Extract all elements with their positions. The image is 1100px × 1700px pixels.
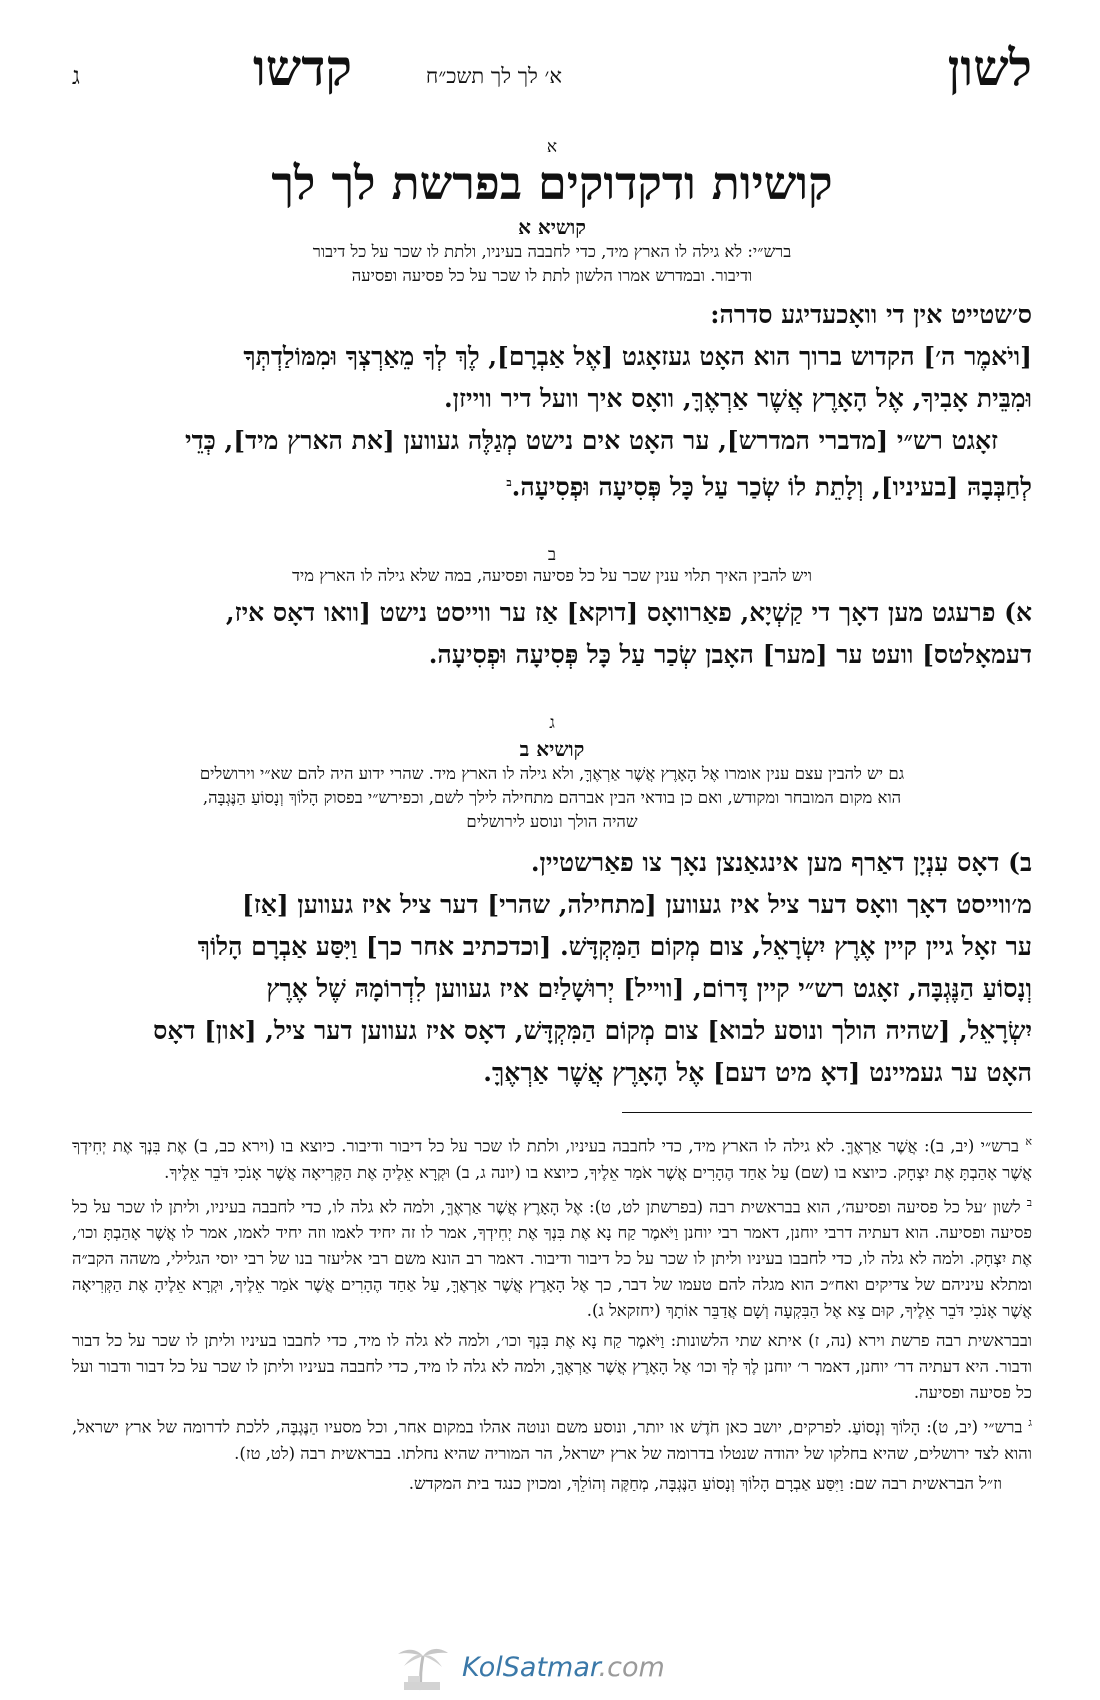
text-line [72,462,1032,508]
source-line: הוא מקום המובחר ומקודש, ואם כן בודאי הבין אברהם מתחילה לילך לשם, וכפירש״י בפסוק הָלוֹךְ וְנָסוֹעַ הַנֶּגְבָּה, [202,788,902,808]
text-line: ב) דאָס עִנְיָן דאַרף מען אינגאַנצן נאָך צו פאַרשטיין. [530,848,1032,878]
page-title: קושיות ודקדוקים בפרשת לך לך [271,156,833,210]
footnote-text: ברש״י (יב, ט): הָלוֹךְ וְנָסוֹעַ. לפרקים, יושב כאן חֹדֶשׁ או יותר, ונוסע משם ונוטה אהלו במקום אחר, וכל מסעיו הַנֶּגְבָּה, ללכת לדרומה של ארץ ישראל, והוא לצד ירושלים, שהיא בחלקו של יהודה שנטלו בדרומה של ארץ ישראל, הר המוריה שהיא נחלתו. בבראשית רבה (לט, טז). [72,1417,1032,1463]
question-1-heading: קושיא א [518,215,586,239]
watermark-tld: .com [598,1652,665,1683]
footnote-divider [622,1112,1032,1113]
text-line: יִשְׂרָאֵל, [שהיה הולך ונוסע לבוא] צום מְקוֹם הַמִּקְדָּשׁ, דאָס איז געווען דער ציל, [און] דאָס [153,1016,1032,1046]
footnote [72,1129,1032,1186]
section-letter-b: ב [547,545,557,566]
footnote [72,1328,1032,1406]
section-letter-c: ג [549,713,555,734]
watermark-name: KolSatmar [462,1652,599,1683]
text-span: לְחַבְּבָהּ [בעיניו], וְלָתֵת לוֹ שְׂכַר עַל כָּל פְּסִיעָה וּפְסִיעָה. [511,472,1032,502]
body-paragraph [72,842,1032,1094]
source-line: גם יש להבין עצם ענין אומרו אֶל הָאָרֶץ אֲשֶׁר אַרְאֶךָּ, ולא גילה לו הארץ מיד. שהרי ידוע היה להם שא״י וירושלים [199,764,905,784]
text-line: האָט ער געמיינט [דאָ מיט דעם] אֶל הָאָרֶץ אֲשֶׁר אַרְאֶךָּ. [483,1058,1032,1088]
footnote [72,1410,1032,1467]
footnote-ref: ב [506,476,512,489]
source-line: ודיבור. ובמדרש אמרו הלשון לתת לו שכר על כל פסיעה ופסיעה [351,266,753,285]
watermark [380,1642,730,1692]
content [72,138,1032,1501]
page-header [72,38,1032,108]
footnote-mark: ב [1026,1195,1033,1209]
text-line: וְנָסוֹעַ הַנֶּגְבָּה, זאָגט רש״י קיין דָּרוֹם, [ווייל] יְרוּשָׁלַיִם איז געווען לִדְרוֹמָהּ שֶׁל אֶרֶץ [266,974,1032,1004]
footnotes [72,1129,1032,1497]
source-line: ויש להבין האיך תלוי ענין שכר על כל פסיעה ופסיעה, במה שלא גילה לו הארץ מיד [291,566,813,586]
text-line: א) פרעגט מען דאָך די קַשְׁיָא, פאַרוואָס [דוקא] אַז ער ווייסט נישט [וואו דאָס איז, [225,598,1032,628]
text-line: זאָגט רש״י [מדברי המדרש], ער האָט אים נישט מְגַלֶּה געווען [את הארץ מיד], כְּדֵי [185,426,998,455]
text-line: וּמִבֵּית אָבִיךָ, אֶל הָאָרֶץ אֲשֶׁר אַרְאֶךָּ, וואָס איך וועל דיר ווייזן. [443,384,1032,413]
question-2-heading: קושיא ב [519,737,585,762]
text-line: ס׳שטייט אין די וואָכעדיגע סדרה: [710,300,1032,329]
source-line: שהיה הולך ונוסע לירושלים [466,812,638,832]
text-line: ער זאָל גיין קיין אֶרֶץ יִשְׂרָאֵל, צום מְקוֹם הַמִּקְדָּשׁ. [וכדכתיב אחר כך] וַיִּסַּע אַבְרָם הָלוֹךְ [197,932,1032,962]
footnote-text: לשון ׳על כל פסיעה ופסיעה׳, הוא בבראשית רבה (בפרשתן לט, ט): אֶל הָאָרֶץ אֲשֶׁר אַרְאֶךָּ, ולמה לא גלה לו, כדי לחבבה בעיניו, וליתן לו שכר על כל פסיעה ופסיעה. הוא דעתיה דרבי יוחנן, דאמר רבי יוחנן וַיֹּאמֶר קַח נָא אֶת בִּנְךָ אֶת יְחִידְךָ, אמר לו זה יחיד לאמו וזה יחיד לאמו, אמר לו אֲשֶׁר אָהַבְתָּ וכו׳, אֶת יִצְחָק. ולמה לא גלה לו, כדי לחבבו בעיניו וליתן לו שכר על כל דיבור ודיבור. דאמר רב הונא משם רבי אליעזר בנו של רבי יוסי הגלילי, משהה הקב״ה ומתלא עיניהם של צדיקים ואח״כ הוא מגלה להם טעמו של דבר, כך אֶל הָאָרֶץ אֲשֶׁר אַרְאֶךָּ, עַל אַחַד הֶהָרִים אֲשֶׁר אֹמַר אֵלֶיךָ, וּקְרָא אֵלֶיהָ אֶת הַקְּרִיאָה אֲשֶׁר אָנֹכִי דֹּבֵר אֵלֶיךָ, קוּם צֵא אֶל הַבִּקְעָה וְשָׁם אֲדַבֵּר אוֹתָךְ (יחזקאל ג). [72,1197,1032,1321]
header-kodsho: קדשו [253,38,352,97]
text-line: [ויֹאמֶר ה׳] הקדוש ברוך הוא האָט געזאָגט [אֶל אַבְרָם], לֶךְ לְךָ מֵאַרְצְךָ וּמִמּוֹלַדְתְּךָ [243,342,1032,371]
body-paragraph [72,294,1032,508]
footnote-mark: ג [1028,1416,1033,1430]
page-number: ג [72,62,80,90]
footnote [72,1471,1032,1497]
watermark-text [462,1652,665,1683]
header-edition: א׳ לך לך תשכ״ח [425,64,562,88]
body-paragraph [72,592,1032,676]
text-line: דעמאָלטס] וועט ער [מער] האָבן שְׂכַר עַל כָּל פְּסִיעָה וּפְסִיעָה. [428,640,1032,670]
footnote-text: ברש״י (יב, ב): אֲשֶׁר אַרְאֶךָּ. לא גילה לו הארץ מיד, כדי לחבבה בעיניו, ולתת לו שכר על כל דיבור ודיבור. כיוצא בו (וירא כב, ב) אֶת בִּנְךָ אֶת יְחִידְךָ אֲשֶׁר אָהַבְתָּ אֶת יִצְחָק. כיוצא בו (שם) עַל אַחַד הֶהָרִים אֲשֶׁר אֹמַר אֵלֶיךָ, כיוצא בו (יונה ג, ב) וּקְרָא אֵלֶיהָ אֶת הַקְּרִיאָה אֲשֶׁר אָנֹכִי דֹּבֵר אֵלֶיךָ. [72,1136,1032,1182]
footnote [72,1190,1032,1325]
footnote-text: וז״ל הבראשית רבה שם: וַיִּסַּע אַבְרָם הָלוֹךְ וְנָסוֹעַ הַנֶּגְבָּה, מְחַקֶּה וְהוֹלֵךְ, ומכוין כנגד בית המקדש. [408,1473,1002,1493]
header-lashon: לשון [947,38,1032,97]
palm-tree-icon [390,1642,452,1692]
source-line: ברש״י: לא גילה לו הארץ מיד, כדי לחבבה בעיניו, ולתת לו שכר על כל דיבור [312,242,792,261]
text-line: מ׳ווייסט דאָך וואָס דער ציל איז געווען [מתחילה, שהרי] דער ציל איז געווען [אַז] [241,890,1032,920]
footnote-mark: א [1025,1135,1032,1149]
footnote-text: ובבראשית רבה פרשת וירא (נה, ז) איתא שתי הלשונות: וַיֹּאמֶר קַח נָא אֶת בִּנְךָ וכו׳, ולמה לא גלה לו מיד, כדי לחבבו בעיניו וליתן לו שכר על כל דבור ודבור. היא דעתיה דר׳ יוחנן, דאמר ר׳ יוחנן לֶךְ לְךָ וכו׳ אֶל הָאָרֶץ אֲשֶׁר אַרְאֶךָּ, ולמה לא גלה לו מיד, כדי לחבבה בעיניו וליתן לו שכר על כל דבור ודבור ועל כל פסיעה ופסיעה. [72,1331,1032,1403]
section-letter-a: א [546,137,558,157]
